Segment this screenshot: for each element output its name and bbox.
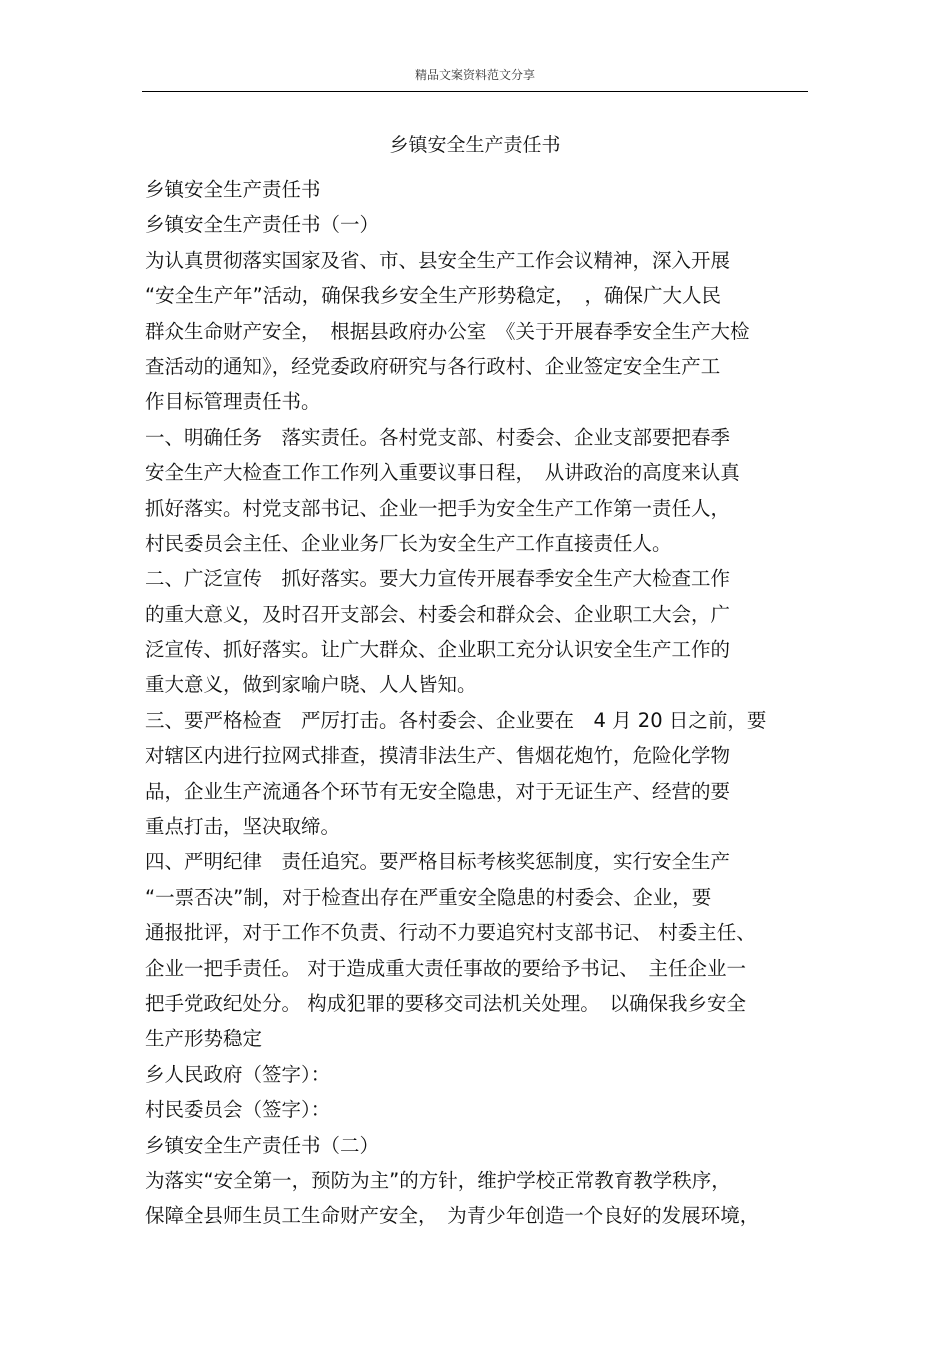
body-text-line: 一、明确任务 落实责任。各村党支部、村委会、企业支部要把春季 — [145, 425, 731, 449]
body-text-line: 保障全县师生员工生命财产安全， 为青少年创造一个良好的发展环境， — [145, 1204, 760, 1228]
body-text-line: 四、严明纪律 责任追究。要严格目标考核奖惩制度，实行安全生产 — [145, 850, 731, 874]
body-text-line: 重点打击，坚决取缔。 — [145, 815, 341, 839]
body-text-line: 为落实“安全第一，预防为主”的方针，维护学校正常教育教学秩序， — [145, 1168, 731, 1192]
body-text-line: 企业一把手责任。 对于造成重大责任事故的要给予书记、 主任企业一 — [145, 956, 746, 980]
body-text-line: 乡镇安全生产责任书（二） — [145, 1133, 380, 1157]
body-text-line: 乡镇安全生产责任书 — [145, 178, 321, 201]
body-text-line: 群众生命财产安全， 根据县政府办公室 《关于开展春季安全生产大检 — [145, 319, 750, 343]
body-text-line: 查活动的通知》，经党委政府研究与各行政村、企业签定安全生产工 — [145, 354, 721, 378]
body-text-line: 作目标管理责任书。 — [145, 390, 321, 414]
body-text-line: “安全生产年”活动，确保我乡安全生产形势稳定， ，确保广大人民 — [145, 284, 721, 308]
document-body — [145, 172, 815, 1234]
body-text-line: 安全生产大检查工作工作列入重要议事日程， 从讲政治的高度来认真 — [145, 461, 740, 485]
body-text-line: 乡镇安全生产责任书（一） — [145, 213, 380, 237]
body-text-line: 为认真贯彻落实国家及省、市、县安全生产工作会议精神，深入开展 — [145, 248, 731, 272]
body-text-line: 对辖区内进行拉网式排查，摸清非法生产、售烟花炮竹，危险化学物 — [145, 744, 731, 768]
body-text-line: 泛宣传、抓好落实。让广大群众、企业职工充分认识安全生产工作的 — [145, 638, 731, 662]
body-text-line: 抓好落实。村党支部书记、企业一把手为安全生产工作第一责任人， — [145, 496, 731, 520]
page-header: 精品文案资料范文分享 — [414, 68, 535, 82]
body-text-line: 村民委员会主任、企业业务厂长为安全生产工作直接责任人。 — [145, 531, 672, 555]
header-divider — [142, 91, 808, 92]
document-title: 乡镇安全生产责任书 — [389, 134, 561, 156]
body-text-line: 生产形势稳定 — [145, 1027, 263, 1051]
body-text-line: “一票否决”制，对于检查出存在严重安全隐患的村委会、企业，要 — [145, 885, 712, 909]
body-text-line: 把手党政纪处分。 构成犯罪的要移交司法机关处理。 以确保我乡安全 — [145, 991, 746, 1015]
body-text-line: 二、广泛宣传 抓好落实。要大力宣传开展春季安全生产大检查工作 — [145, 567, 731, 591]
body-text-line: 村民委员会（签字）： — [145, 1098, 331, 1122]
body-text-line: 的重大意义，及时召开支部会、村委会和群众会、企业职工大会，广 — [145, 602, 731, 626]
body-text-line: 三、要严格检查 严厉打击。各村委会、企业要在 4 月 20 日之前，要 — [145, 708, 767, 732]
body-text-line: 品，企业生产流通各个环节有无安全隐患，对于无证生产、经营的要 — [145, 779, 731, 803]
body-text-line: 通报批评，对于工作不负责、行动不力要追究村支部书记、 村委主任、 — [145, 921, 756, 945]
body-text-line: 重大意义，做到家喻户晓、人人皆知。 — [145, 673, 477, 697]
body-text-line: 乡人民政府（签字）： — [145, 1062, 331, 1086]
